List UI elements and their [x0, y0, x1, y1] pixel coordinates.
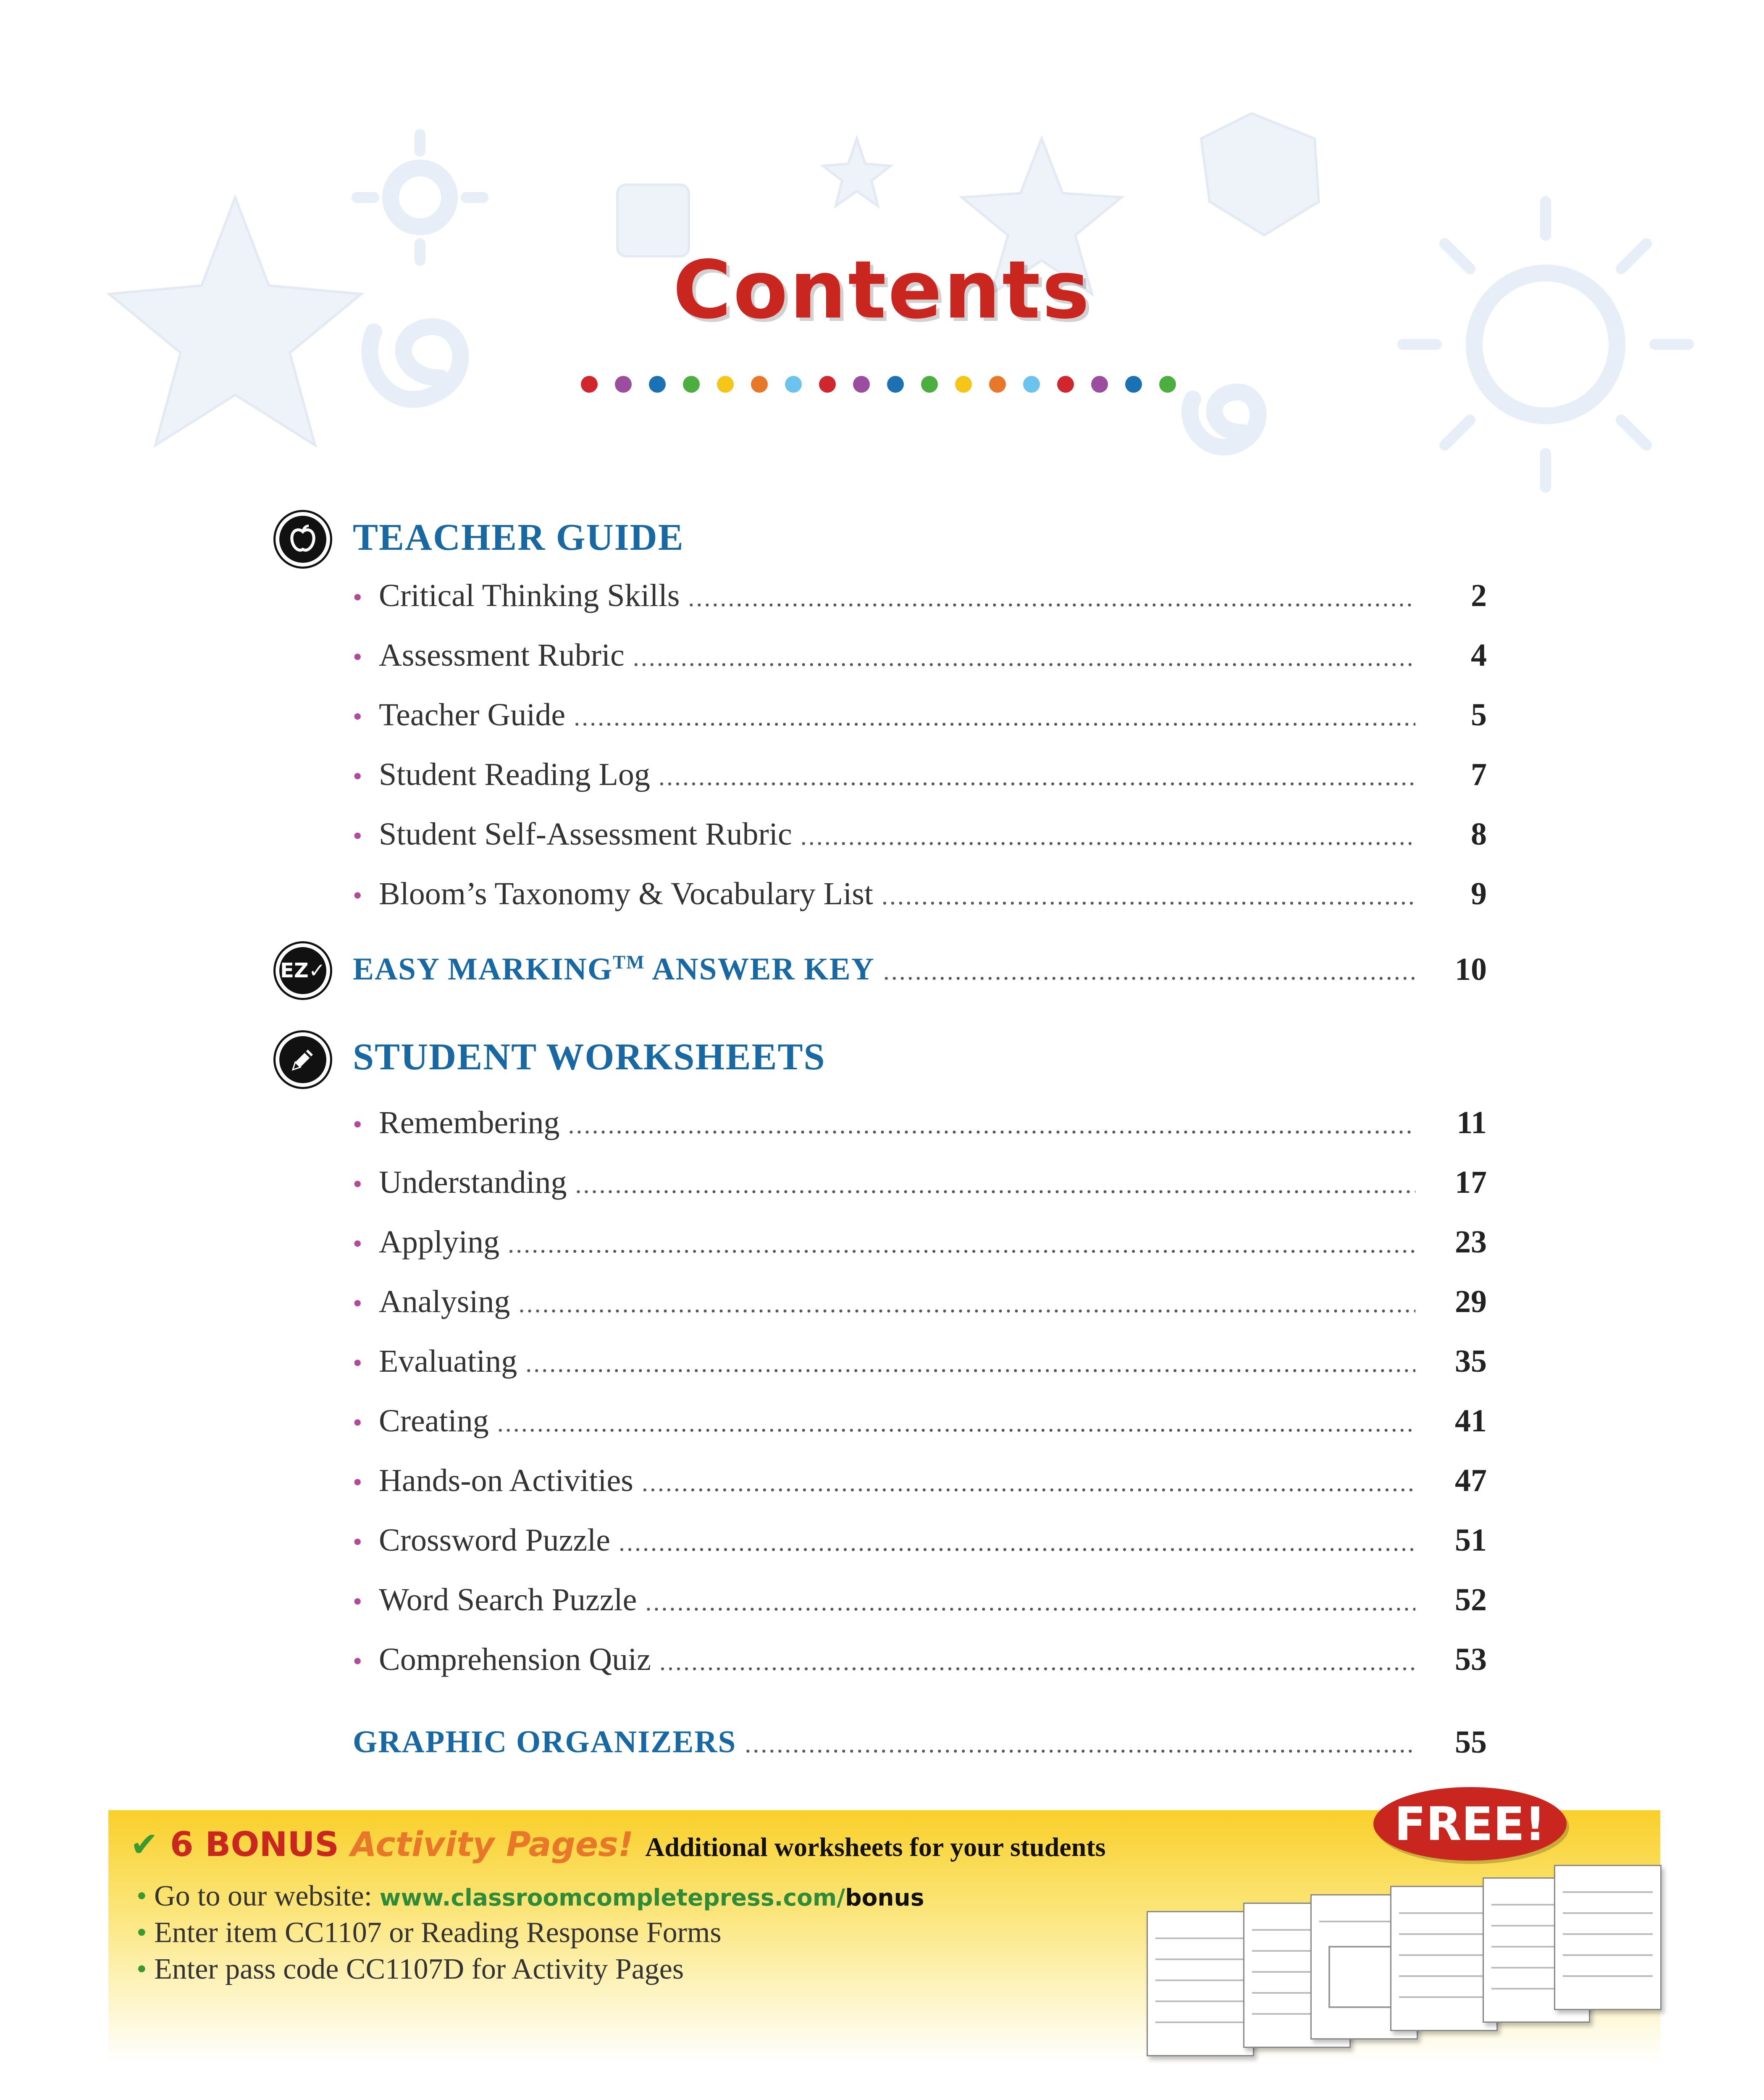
bullet: •: [353, 1646, 362, 1676]
sun-decoration: [391, 168, 449, 227]
toc-entry[interactable]: [353, 1522, 1487, 1568]
graphic-organizers-heading: GRAPHIC ORGANIZERS: [353, 1725, 737, 1759]
color-dot: [853, 376, 870, 393]
swirl-decoration: [370, 327, 460, 399]
toc-entry-label: Crossword Puzzle: [379, 1522, 610, 1558]
bullet: •: [353, 582, 362, 612]
bonus-url-link[interactable]: www.classroomcompletepress.com/bonus: [379, 1884, 924, 1911]
toc-entry-label: Student Self-Assessment Rubric: [379, 816, 792, 852]
bullet: •: [353, 1109, 362, 1139]
toc-entry[interactable]: [353, 637, 1487, 683]
toc-entry[interactable]: [353, 1403, 1487, 1449]
bullet: •: [353, 642, 362, 672]
bullet: •: [353, 1527, 362, 1557]
color-dot: [1057, 376, 1074, 393]
bullet: •: [353, 821, 362, 850]
bonus-passcode-line: [136, 1953, 684, 1986]
page-number: 35: [1455, 1344, 1487, 1379]
toc-entry[interactable]: [353, 697, 1487, 743]
color-dot: [785, 376, 802, 393]
dot-leader: [525, 1349, 1415, 1378]
bullet: •: [353, 1228, 362, 1258]
answer-key-heading: EASY MARKING™ ANSWER KEY: [353, 952, 875, 987]
page-number: 23: [1455, 1224, 1487, 1260]
color-dot: [683, 376, 700, 393]
toc-entry-label: Analysing: [379, 1284, 510, 1319]
bullet: •: [136, 1880, 147, 1912]
teacher-guide-heading: TEACHER GUIDE: [353, 517, 684, 558]
toc-entry-label: Creating: [379, 1403, 489, 1438]
dot-leader: [882, 882, 1415, 911]
color-dot: [1023, 376, 1040, 393]
bonus-description: Additional worksheets for your students: [645, 1832, 1106, 1862]
page-number: 9: [1471, 876, 1487, 911]
bullet: •: [353, 761, 362, 791]
page-number: 52: [1455, 1582, 1487, 1617]
color-dot: [921, 376, 938, 393]
bonus-count: 6 BONUS: [170, 1825, 339, 1864]
color-dot: [751, 376, 768, 393]
color-dot-divider: [581, 376, 1176, 393]
graphic-organizers-row[interactable]: [353, 1724, 1487, 1770]
bullet: •: [353, 1407, 362, 1437]
bullet: •: [353, 880, 362, 910]
dot-leader: [497, 1409, 1415, 1438]
color-dot: [955, 376, 972, 393]
toc-entry-label: Applying: [379, 1224, 500, 1260]
bullet: •: [353, 1467, 362, 1497]
dot-leader: [642, 1468, 1415, 1497]
apple-icon: [279, 516, 326, 563]
toc-entry[interactable]: [353, 1164, 1487, 1210]
dot-leader: [688, 583, 1415, 612]
color-dot: [1125, 376, 1142, 393]
worksheet-thumbnail: [1554, 1865, 1662, 2010]
color-dot: [1091, 376, 1108, 393]
bullet: •: [136, 1953, 147, 1985]
color-dot: [887, 376, 904, 393]
bullet: •: [353, 1586, 362, 1616]
apple-icon-glyph: [287, 523, 319, 555]
worksheet-thumbnail: [1390, 1886, 1498, 2031]
toc-entry[interactable]: [353, 1105, 1487, 1151]
pencil-icon: [279, 1036, 326, 1083]
page-number: 51: [1455, 1522, 1487, 1558]
dot-leader: [574, 703, 1415, 732]
dot-leader: [745, 1730, 1415, 1759]
bullet: •: [353, 1288, 362, 1318]
color-dot: [581, 376, 598, 393]
page-number: 17: [1455, 1165, 1487, 1200]
toc-entry[interactable]: [353, 1582, 1487, 1628]
worksheet-thumbnail: [1147, 1911, 1254, 2056]
toc-entry-label: Student Reading Log: [379, 757, 650, 792]
toc-entry-label: Critical Thinking Skills: [379, 578, 680, 613]
dot-leader: [659, 762, 1415, 791]
color-dot: [989, 376, 1006, 393]
swirl-decoration: [1190, 392, 1258, 447]
dot-leader: [508, 1230, 1415, 1259]
bonus-item-line: [136, 1916, 722, 1950]
page-number: 5: [1471, 697, 1487, 732]
dot-leader: [645, 1588, 1415, 1617]
bullet: •: [353, 701, 362, 731]
pentagon-decoration: [1201, 113, 1319, 235]
toc-entry[interactable]: [353, 1284, 1487, 1330]
toc-entry[interactable]: [353, 578, 1487, 624]
dot-leader: [518, 1289, 1415, 1318]
answer-key-row[interactable]: [353, 951, 1487, 998]
toc-entry-label: Understanding: [379, 1165, 567, 1200]
toc-entry[interactable]: [353, 1641, 1487, 1688]
bullet: •: [136, 1916, 147, 1949]
page-title: Contents: [672, 244, 1092, 336]
color-dot: [1159, 376, 1176, 393]
page-number: 8: [1471, 816, 1487, 852]
color-dot: [615, 376, 632, 393]
student-worksheets-heading: STUDENT WORKSHEETS: [353, 1036, 826, 1078]
page-number: 53: [1455, 1642, 1487, 1677]
dot-leader: [568, 1110, 1415, 1139]
toc-entry-label: Comprehension Quiz: [379, 1642, 651, 1677]
page-number: 2: [1471, 578, 1487, 613]
toc-entry[interactable]: [353, 876, 1487, 922]
toc-entry-label: Hands-on Activities: [379, 1463, 633, 1498]
page-number: 4: [1471, 638, 1487, 673]
toc-entry-label: Assessment Rubric: [379, 638, 625, 673]
toc-entry[interactable]: [353, 1224, 1487, 1270]
bonus-activity-pages: Activity Pages!: [350, 1825, 634, 1864]
page-number: 10: [1455, 952, 1487, 987]
dot-leader: [659, 1647, 1415, 1676]
dot-leader: [619, 1528, 1415, 1557]
easy-marking-icon: EZ✓: [279, 947, 326, 994]
toc-entry-label: Remembering: [379, 1105, 560, 1140]
bullet: •: [353, 1348, 362, 1378]
page-number: 29: [1455, 1284, 1487, 1319]
bullet: •: [353, 1169, 362, 1199]
checkmark-icon: ✔: [130, 1825, 159, 1864]
toc-entry-label: Word Search Puzzle: [379, 1582, 637, 1617]
bonus-website-line: [136, 1880, 924, 1913]
dot-leader: [883, 957, 1415, 986]
page-number: 55: [1455, 1725, 1487, 1760]
toc-entry-label: Teacher Guide: [379, 697, 566, 732]
toc-entry[interactable]: [353, 1462, 1487, 1509]
pencil-icon-glyph: [287, 1044, 319, 1076]
bonus-title: [130, 1825, 1106, 1864]
color-dot: [819, 376, 836, 393]
dot-leader: [633, 643, 1415, 672]
toc-entry[interactable]: [353, 816, 1487, 862]
bonus-item-text: Enter item CC1107 or Reading Response Forms: [154, 1916, 722, 1949]
dot-leader: [575, 1170, 1415, 1199]
page-number: 47: [1455, 1463, 1487, 1498]
toc-entry-label: Evaluating: [379, 1344, 517, 1379]
page-number: 7: [1471, 757, 1487, 792]
toc-entry[interactable]: [353, 1343, 1487, 1389]
page-number: 41: [1455, 1403, 1487, 1438]
bonus-passcode-text: Enter pass code CC1107D for Activity Pages: [154, 1953, 684, 1985]
color-dot: [649, 376, 666, 393]
bonus-website-label: Go to our website:: [154, 1880, 380, 1912]
toc-entry-label: Bloom’s Taxonomy & Vocabulary List: [379, 876, 873, 911]
star-decoration: [823, 139, 890, 206]
free-badge: FREE!: [1373, 1787, 1567, 1861]
dot-leader: [801, 822, 1415, 851]
toc-entry[interactable]: [353, 756, 1487, 803]
color-dot: [717, 376, 734, 393]
page-number: 11: [1457, 1105, 1487, 1140]
